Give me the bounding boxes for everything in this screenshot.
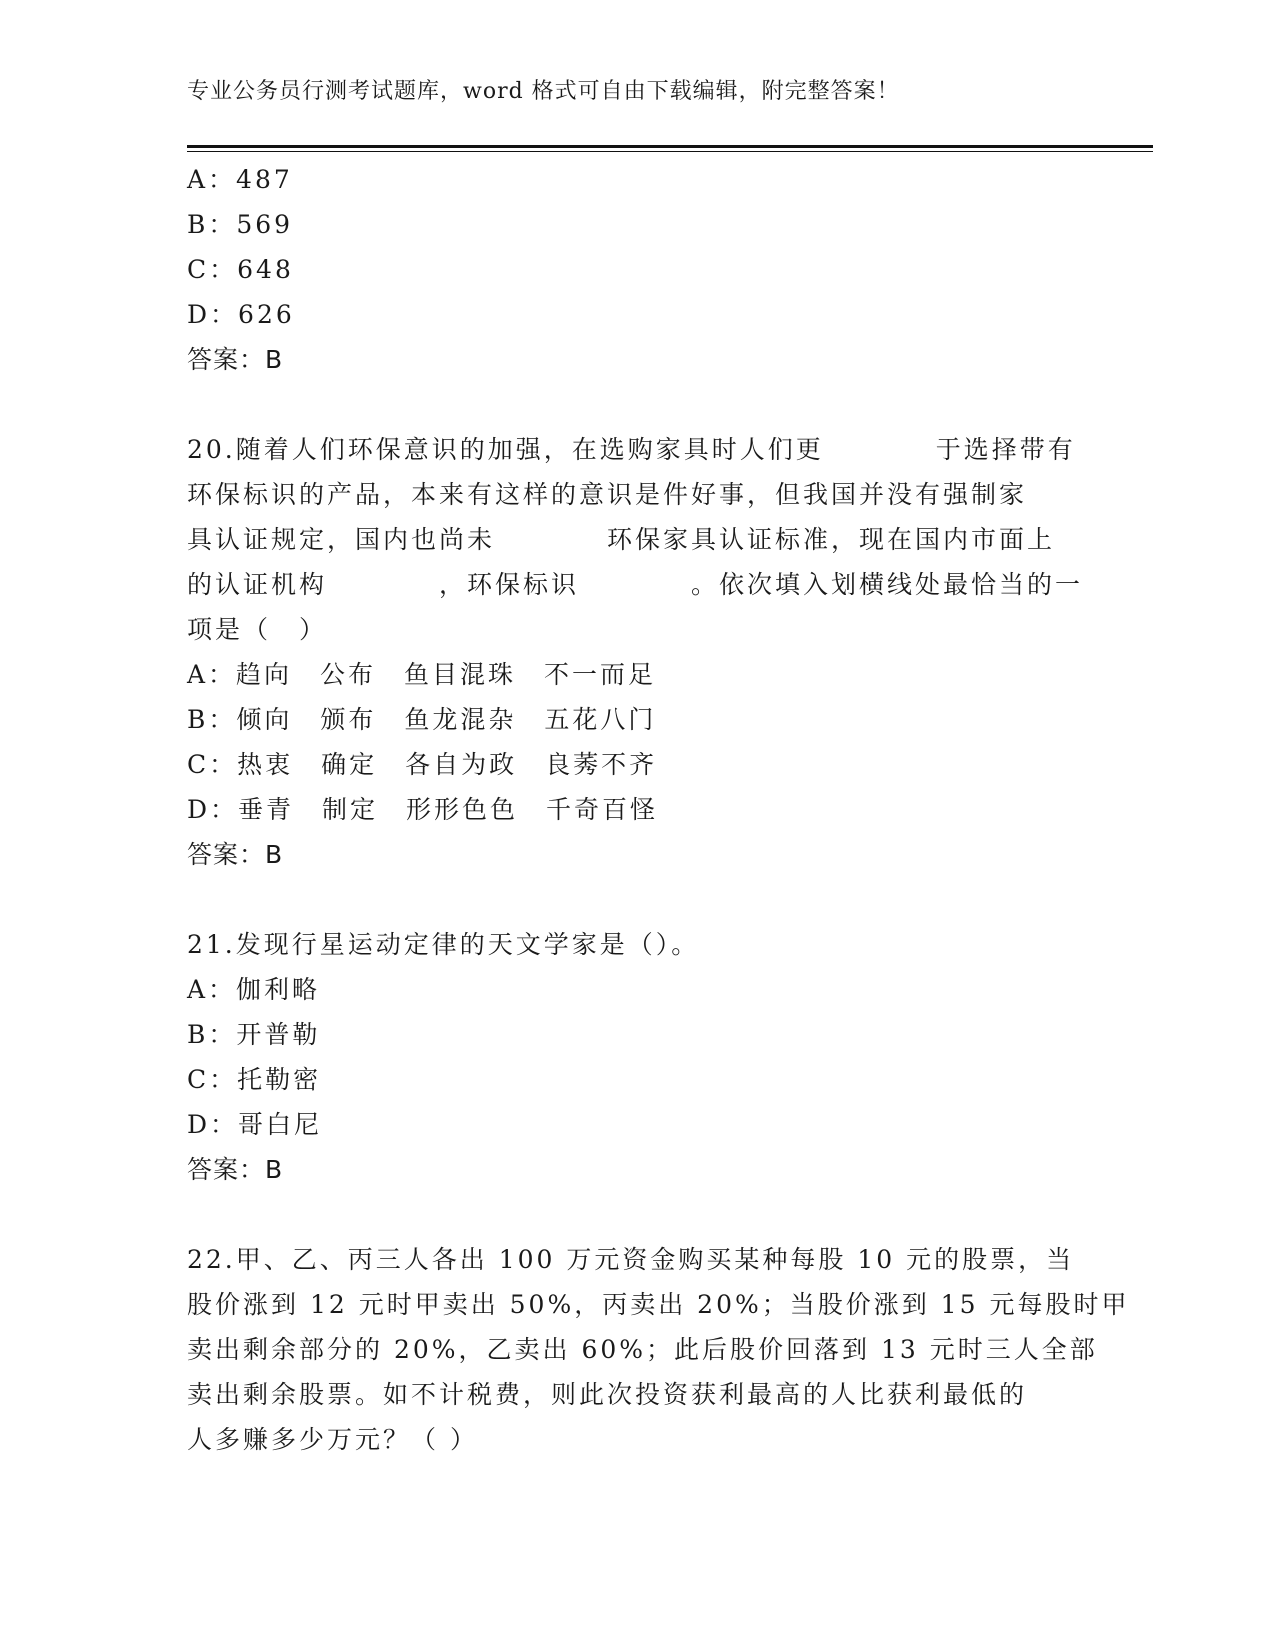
- q20-stem-line-3: 具认证规定，国内也尚未 环保家具认证标准，现在国内市面上: [187, 525, 1056, 554]
- q20-option-c: C：热衷 确定 各自为政 良莠不齐: [187, 750, 658, 779]
- q19-option-d: D：626: [187, 300, 295, 329]
- q19-option-a: A：487: [187, 165, 293, 194]
- header-rule-thin: [187, 151, 1153, 152]
- q20-stem-line-2: 环保标识的产品，本来有这样的意识是件好事，但我国并没有强制家: [187, 480, 1028, 509]
- q22-stem-line-5: 人多赚多少万元？（ ）: [187, 1425, 478, 1454]
- q20-stem-line-5: 项是（ ）: [187, 615, 328, 644]
- q20-option-d: D：垂青 制定 形形色色 千奇百怪: [187, 795, 659, 824]
- q21-stem: 21.发现行星运动定律的天文学家是（）。: [187, 930, 700, 959]
- q20-stem-line-1: 20.随着人们环保意识的加强，在选购家具时人们更 于选择带有: [187, 435, 1076, 464]
- q20-answer: 答案：B: [187, 840, 284, 869]
- q22-stem-line-1: 22.甲、乙、丙三人各出 100 万元资金购买某种每股 10 元的股票，当: [187, 1245, 1075, 1274]
- page-header: 专业公务员行测考试题库，word 格式可自由下载编辑，附完整答案！: [187, 79, 900, 104]
- q20-option-b: B：倾向 颁布 鱼龙混杂 五花八门: [187, 705, 657, 734]
- header-rule-thick: [187, 145, 1153, 148]
- q22-stem-line-2: 股价涨到 12 元时甲卖出 50%，丙卖出 20%；当股价涨到 15 元每股时甲: [187, 1290, 1130, 1319]
- q21-answer: 答案：B: [187, 1155, 284, 1184]
- q21-option-d: D：哥白尼: [187, 1110, 323, 1139]
- q21-option-a: A：伽利略: [187, 975, 321, 1004]
- q20-option-a: A：趋向 公布 鱼目混珠 不一而足: [187, 660, 657, 689]
- q19-answer: 答案：B: [187, 345, 284, 374]
- q22-stem-line-3: 卖出剩余部分的 20%，乙卖出 60%；此后股价回落到 13 元时三人全部: [187, 1335, 1098, 1364]
- q19-option-c: C：648: [187, 255, 294, 284]
- q22-stem-line-4: 卖出剩余股票。如不计税费，则此次投资获利最高的人比获利最低的: [187, 1380, 1028, 1409]
- q21-option-b: B：开普勒: [187, 1020, 321, 1049]
- q20-stem-line-4: 的认证机构 ，环保标识 。依次填入划横线处最恰当的一: [187, 570, 1084, 599]
- q19-option-b: B：569: [187, 210, 294, 239]
- q21-option-c: C：托勒密: [187, 1065, 322, 1094]
